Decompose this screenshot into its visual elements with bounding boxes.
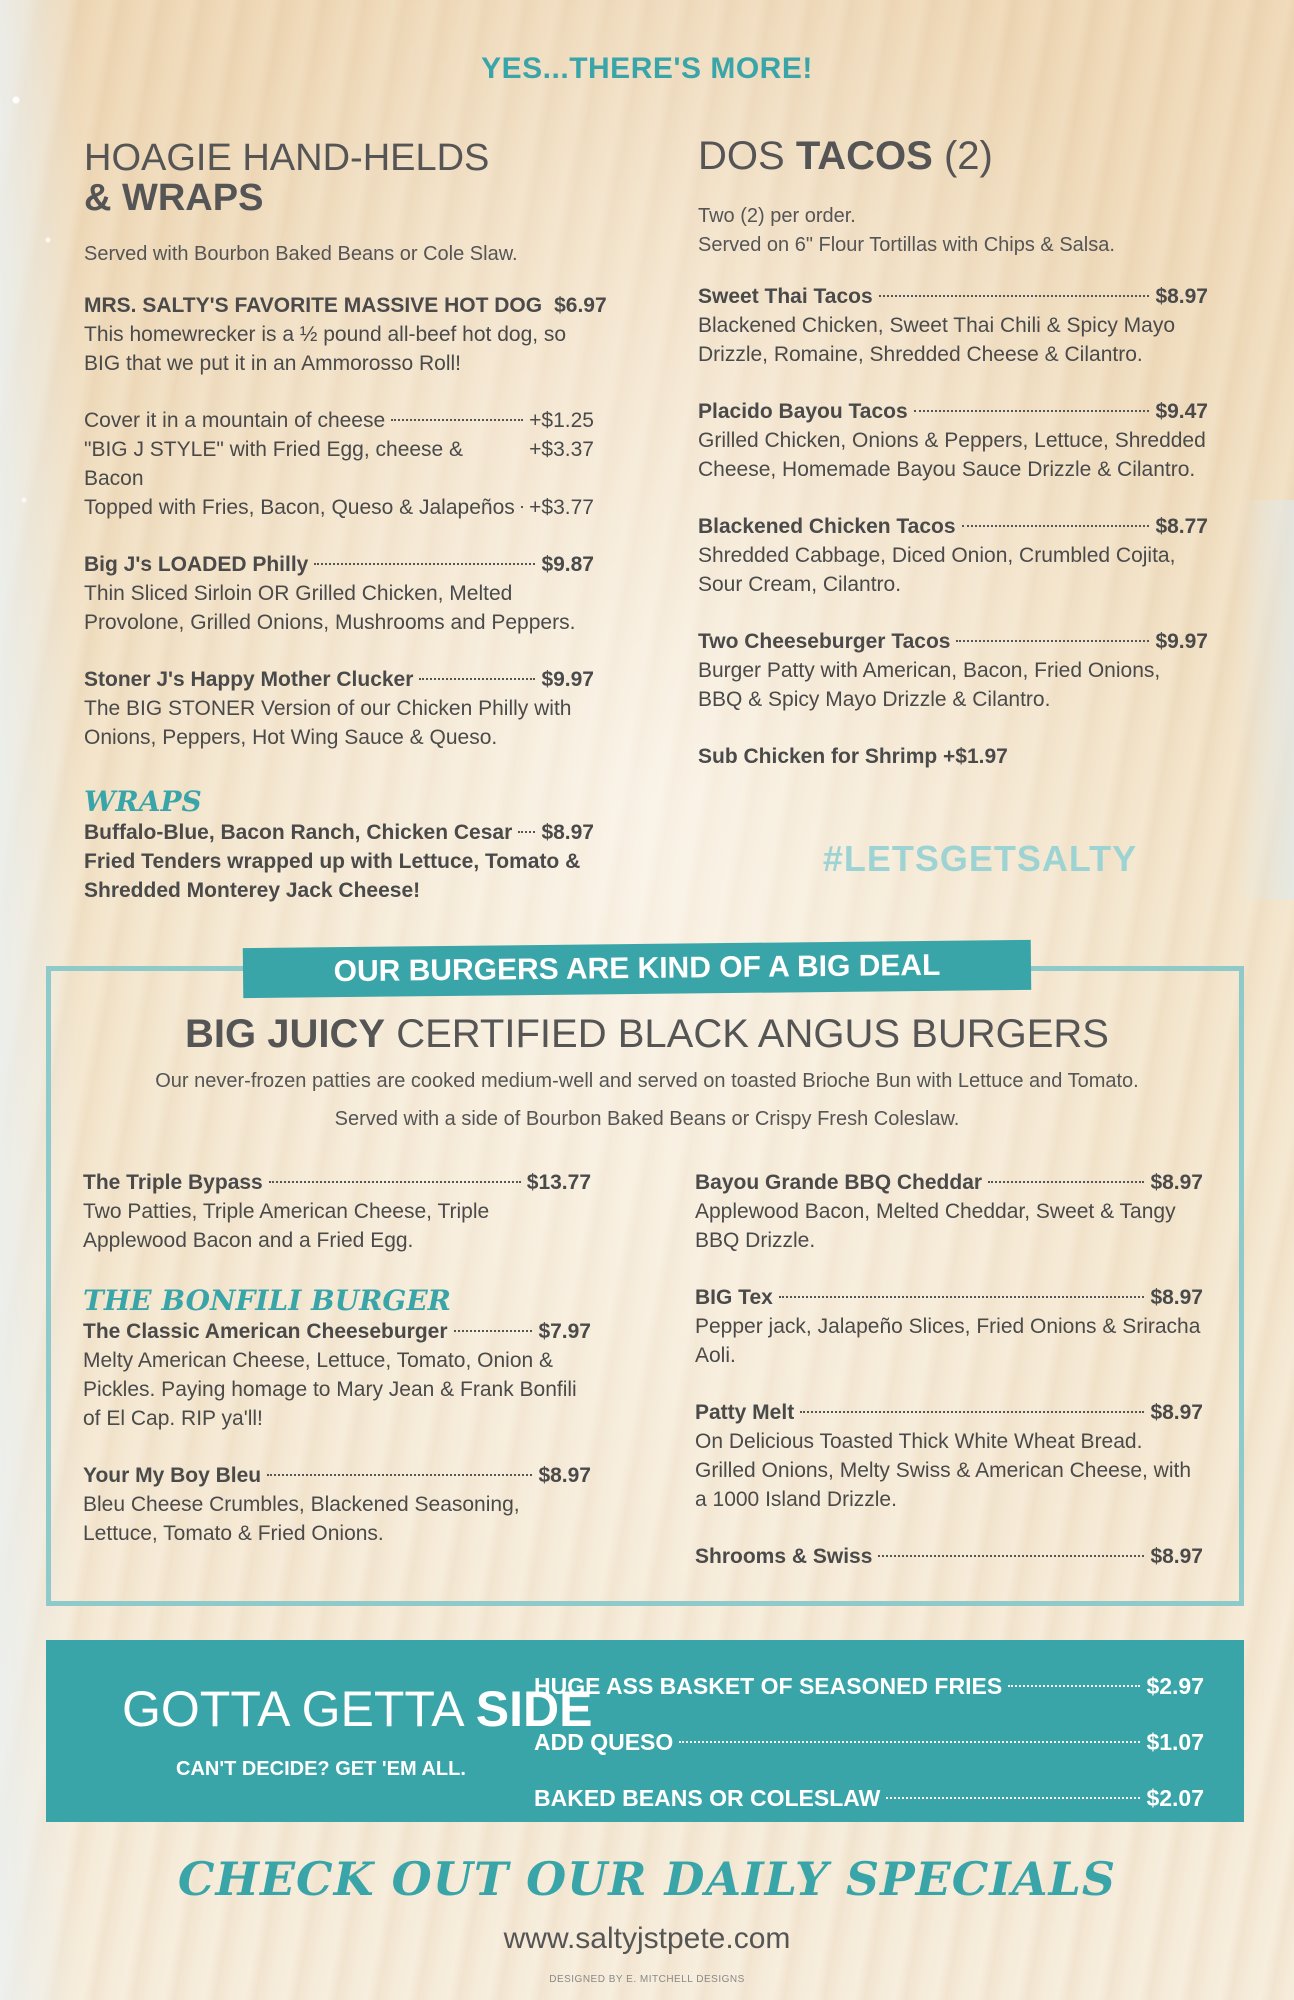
menu-item bbox=[84, 818, 594, 905]
menu-item bbox=[83, 1461, 591, 1548]
item-desc: Applewood Bacon, Melted Cheddar, Sweet & Tangy BBQ Drizzle. bbox=[695, 1200, 1176, 1252]
item-price: $9.87 bbox=[541, 553, 594, 576]
designer-credit: DESIGNED BY E. MITCHELL DESIGNS bbox=[549, 1974, 745, 1985]
sides-title bbox=[122, 1680, 592, 1738]
item-price: $13.77 bbox=[526, 1171, 591, 1194]
item-desc: Bleu Cheese Crumbles, Blackened Seasoning, Lettuce, Tomato & Fried Onions. bbox=[83, 1493, 520, 1545]
item-price: $7.97 bbox=[538, 1320, 591, 1343]
side-item bbox=[534, 1714, 1204, 1770]
item-price: $8.97 bbox=[1155, 285, 1208, 308]
item-name: Two Cheeseburger Tacos bbox=[698, 630, 951, 653]
tacos-title-light: DOS bbox=[698, 134, 785, 178]
burgers-left bbox=[83, 1168, 591, 1548]
side-name: BAKED BEANS OR COLESLAW bbox=[534, 1785, 881, 1811]
burger-title-rest: CERTIFIED BLACK ANGUS BURGERS bbox=[396, 1012, 1109, 1056]
wraps-heading: WRAPS bbox=[84, 785, 202, 818]
tacos-title-bold: TACOS bbox=[795, 134, 933, 178]
tacos-section bbox=[698, 136, 1208, 771]
website-link[interactable]: www.saltyjstpete.com bbox=[503, 1922, 791, 1955]
item-name: MRS. SALTY'S FAVORITE MASSIVE HOT DOG bbox=[84, 294, 543, 317]
addon-label: "BIG J STYLE" with Fried Egg, cheese & Bacon bbox=[84, 438, 464, 490]
item-price: $9.47 bbox=[1155, 400, 1208, 423]
tacos-title-count: (2) bbox=[943, 134, 993, 178]
addon-price: +$3.37 bbox=[529, 438, 594, 461]
item-price: $9.97 bbox=[1155, 630, 1208, 653]
tacos-intro-line2: Served on 6" Flour Tortillas with Chips & Salsa. bbox=[698, 234, 1115, 256]
burger-subtitle bbox=[0, 1062, 1294, 1138]
item-name: Shrooms & Swiss bbox=[695, 1545, 873, 1568]
item-name: The Triple Bypass bbox=[83, 1171, 263, 1194]
tacos-intro bbox=[698, 202, 1208, 260]
burger-subtitle-line1: Our never-frozen patties are cooked medium-well and served on toasted Brioche Bun with Lettuce and Tomato. bbox=[155, 1070, 1139, 1092]
item-price: $8.97 bbox=[538, 1464, 591, 1487]
menu-item bbox=[84, 550, 594, 637]
item-name: Placido Bayou Tacos bbox=[698, 400, 908, 423]
menu-item bbox=[84, 665, 594, 752]
item-name: Sweet Thai Tacos bbox=[698, 285, 873, 308]
side-name: HUGE ASS BASKET OF SEASONED FRIES bbox=[534, 1673, 1003, 1699]
sides-panel bbox=[46, 1640, 1244, 1822]
item-name: Stoner J's Happy Mother Clucker bbox=[84, 668, 414, 691]
item-name: Your My Boy Bleu bbox=[83, 1464, 262, 1487]
item-name: BIG Tex bbox=[695, 1286, 773, 1309]
top-tagline: YES...THERE'S MORE! bbox=[481, 52, 813, 85]
hashtag: #LETSGETSALTY bbox=[822, 838, 1138, 879]
side-item bbox=[534, 1770, 1204, 1826]
item-desc: Two Patties, Triple American Cheese, Triple Applewood Bacon and a Fried Egg. bbox=[83, 1200, 490, 1252]
addon-item bbox=[84, 435, 594, 493]
menu-item bbox=[695, 1398, 1203, 1514]
item-price: $8.97 bbox=[1150, 1545, 1203, 1568]
sides-subtitle: CAN'T DECIDE? GET 'EM ALL. bbox=[176, 1758, 466, 1780]
tacos-intro-line1: Two (2) per order. bbox=[698, 205, 856, 227]
sides-title-bold: SIDE bbox=[475, 1681, 593, 1737]
item-name: Big J's LOADED Philly bbox=[84, 553, 309, 576]
item-desc: Fried Tenders wrapped up with Lettuce, Tomato & Shredded Monterey Jack Cheese! bbox=[84, 850, 581, 902]
daily-specials: CHECK OUT OUR DAILY SPECIALS bbox=[177, 1852, 1117, 1906]
side-item bbox=[534, 1658, 1204, 1714]
hoagie-section bbox=[84, 137, 607, 905]
hoagie-title-line2: & WRAPS bbox=[84, 177, 264, 219]
bonfili-heading: THE BONFILI BURGER bbox=[83, 1284, 451, 1317]
menu-item bbox=[83, 1317, 591, 1433]
menu-item bbox=[698, 512, 1208, 599]
addon-item bbox=[84, 493, 594, 522]
menu-item bbox=[695, 1168, 1203, 1255]
sides-title-light: GOTTA GETTA bbox=[122, 1681, 462, 1737]
burger-banner: OUR BURGERS ARE KIND OF A BIG DEAL bbox=[243, 940, 1031, 998]
item-price: $8.97 bbox=[1150, 1171, 1203, 1194]
item-price: $8.97 bbox=[1150, 1401, 1203, 1424]
item-price: $9.97 bbox=[541, 668, 594, 691]
hoagie-intro: Served with Bourbon Baked Beans or Cole Slaw. bbox=[84, 243, 518, 265]
addon-list bbox=[84, 406, 594, 522]
hoagie-title bbox=[84, 138, 594, 218]
side-price: $2.07 bbox=[1146, 1785, 1204, 1811]
item-name: The Classic American Cheeseburger bbox=[83, 1320, 448, 1343]
menu-item bbox=[84, 291, 607, 378]
item-desc: Shredded Cabbage, Diced Onion, Crumbled Cojita, Sour Cream, Cilantro. bbox=[698, 544, 1176, 596]
item-price: $8.97 bbox=[1150, 1286, 1203, 1309]
item-name: Blackened Chicken Tacos bbox=[698, 515, 956, 538]
hoagie-title-line1: HOAGIE HAND-HELDS bbox=[84, 137, 490, 179]
addon-price: +$3.77 bbox=[529, 496, 594, 519]
item-desc: Burger Patty with American, Bacon, Fried Onions, BBQ & Spicy Mayo Drizzle & Cilantro. bbox=[698, 659, 1161, 711]
addon-label: Cover it in a mountain of cheese bbox=[84, 409, 386, 432]
item-desc: Melty American Cheese, Lettuce, Tomato, Onion & Pickles. Paying homage to Mary Jean & Frank Bonfili of El Cap. RIP ya'll! bbox=[83, 1349, 577, 1430]
item-name: Patty Melt bbox=[695, 1401, 795, 1424]
taco-sub-note: Sub Chicken for Shrimp +$1.97 bbox=[698, 745, 1008, 768]
item-name: Bayou Grande BBQ Cheddar bbox=[695, 1171, 983, 1194]
menu-item bbox=[698, 282, 1208, 369]
burger-title bbox=[0, 1012, 1294, 1057]
addon-label: Topped with Fries, Bacon, Queso & Jalapeños bbox=[84, 496, 515, 519]
side-price: $1.07 bbox=[1146, 1729, 1204, 1755]
menu-item bbox=[83, 1168, 591, 1255]
side-name: ADD QUESO bbox=[534, 1729, 674, 1755]
addon-item bbox=[84, 406, 594, 435]
item-name: Buffalo-Blue, Bacon Ranch, Chicken Cesar bbox=[84, 821, 513, 844]
item-desc: The BIG STONER Version of our Chicken Philly with Onions, Peppers, Hot Wing Sauce & Queso. bbox=[84, 697, 572, 749]
item-desc: Pepper jack, Jalapeño Slices, Fried Onions & Sriracha Aoli. bbox=[695, 1315, 1201, 1367]
burger-subtitle-line2: Served with a side of Bourbon Baked Beans or Crispy Fresh Coleslaw. bbox=[334, 1108, 960, 1130]
burger-title-bold: BIG JUICY bbox=[185, 1012, 386, 1056]
menu-item bbox=[698, 627, 1208, 714]
item-price: $8.77 bbox=[1155, 515, 1208, 538]
item-desc: Grilled Chicken, Onions & Peppers, Lettuce, Shredded Cheese, Homemade Bayou Sauce Drizzle & Cilantro. bbox=[698, 429, 1206, 481]
menu-item bbox=[695, 1542, 1203, 1571]
item-desc: This homewrecker is a ½ pound all-beef hot dog, so BIG that we put it in an Ammorosso Roll! bbox=[84, 323, 567, 375]
menu-item bbox=[698, 397, 1208, 484]
addon-price: +$1.25 bbox=[529, 409, 594, 432]
sides-list bbox=[534, 1658, 1204, 1826]
item-price: $6.97 bbox=[554, 294, 607, 317]
tacos-title bbox=[698, 136, 1208, 176]
item-price: $8.97 bbox=[541, 821, 594, 844]
side-price: $2.97 bbox=[1146, 1673, 1204, 1699]
item-desc: On Delicious Toasted Thick White Wheat Bread. Grilled Onions, Melty Swiss & American Cheese, with a 1000 Island Drizzle. bbox=[695, 1430, 1192, 1511]
item-desc: Thin Sliced Sirloin OR Grilled Chicken, Melted Provolone, Grilled Onions, Mushrooms and Peppers. bbox=[84, 582, 576, 634]
burgers-right bbox=[695, 1168, 1203, 1571]
menu-item bbox=[695, 1283, 1203, 1370]
item-desc: Blackened Chicken, Sweet Thai Chili & Spicy Mayo Drizzle, Romaine, Shredded Cheese & Cilantro. bbox=[698, 314, 1176, 366]
